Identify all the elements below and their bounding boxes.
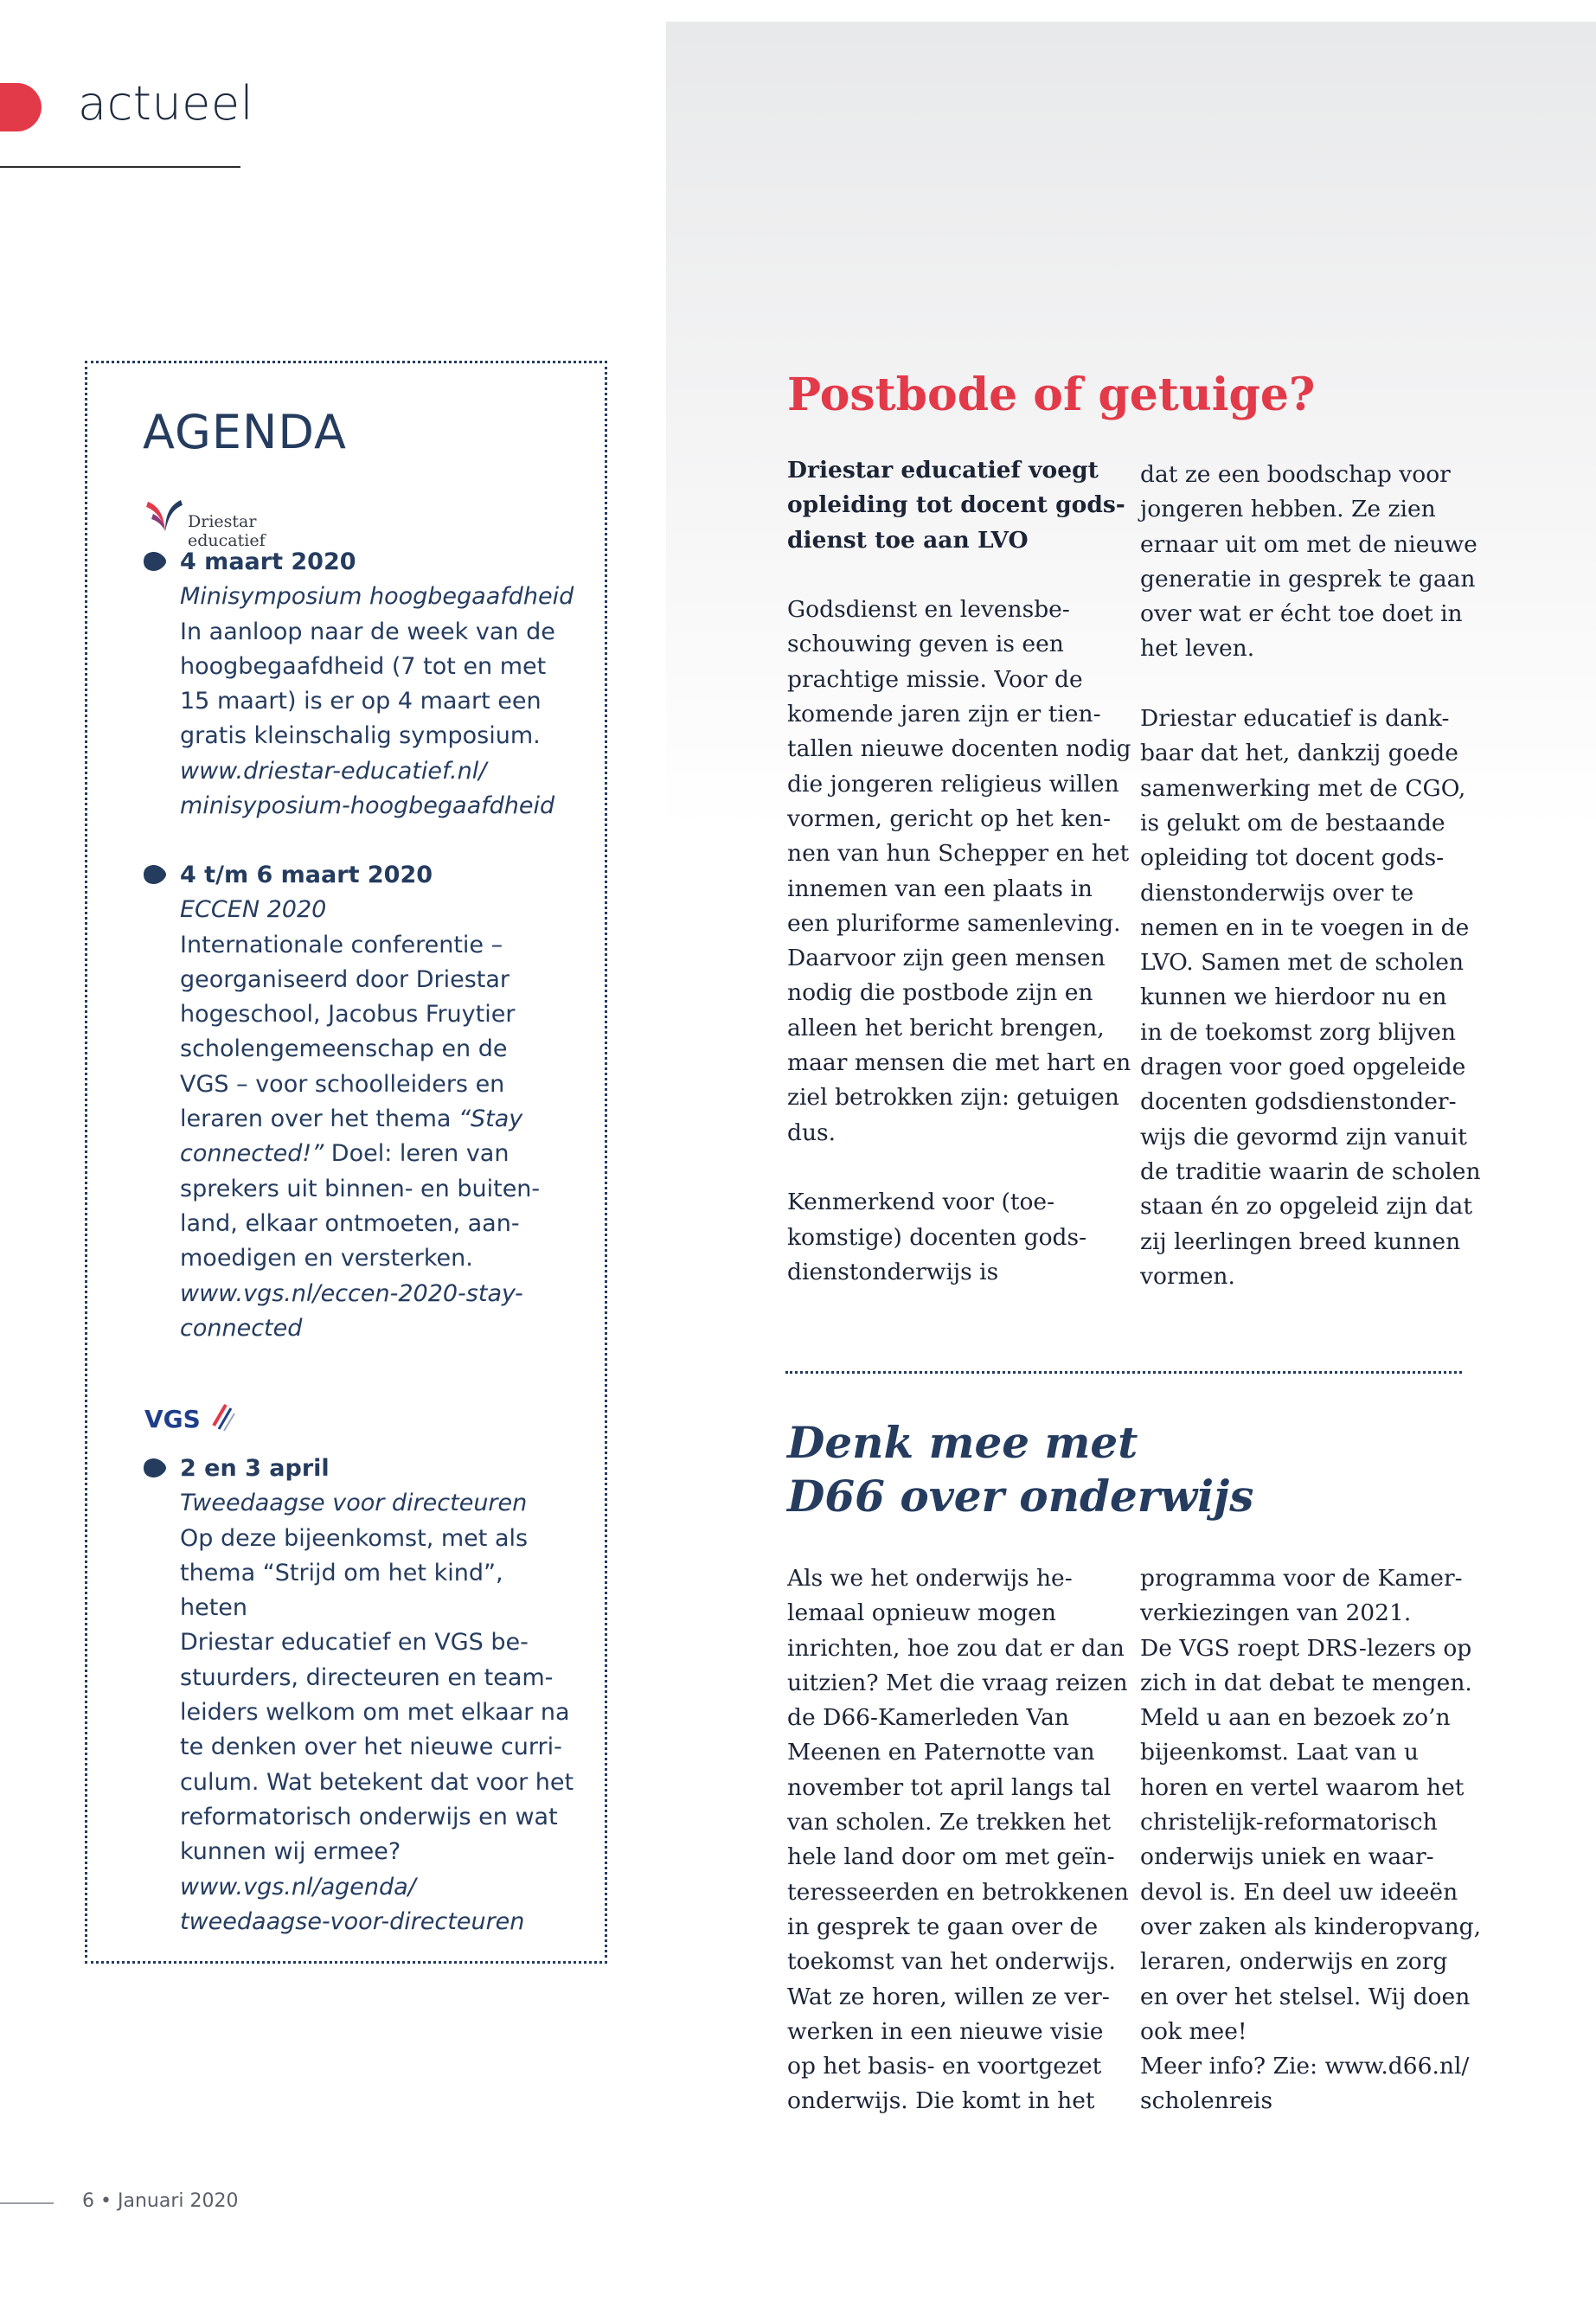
article-text-line: christelijk-reformatorisch bbox=[1140, 1809, 1438, 1836]
article-text-line: Meer info? Zie: www.d66.nl/ bbox=[1140, 2053, 1470, 2080]
event-theme-post: Doel: leren van bbox=[324, 1140, 510, 1168]
article1-column-right bbox=[1140, 458, 1503, 1294]
event-text-line: Op deze bijeenkomst, met als bbox=[180, 1524, 529, 1552]
article-text-line: toekomst van het onderwijs. bbox=[787, 1948, 1116, 1976]
section-title: actueel bbox=[78, 76, 254, 131]
article-text-line: schouwing geven is een bbox=[787, 631, 1064, 658]
agenda-event bbox=[145, 858, 578, 1346]
article-lead-line: opleiding tot docent gods- bbox=[787, 491, 1125, 519]
article-text-line: baar dat het, dankzij goede bbox=[1140, 740, 1458, 767]
event-text-line: hoogbegaafdheid (7 tot en met bbox=[180, 652, 547, 680]
article-text-line: de D66-Kamerleden Van bbox=[787, 1704, 1069, 1732]
article-text-line: tallen nieuwe docenten nodig bbox=[787, 735, 1131, 763]
article-divider bbox=[785, 1371, 1462, 1374]
article-text-line: samenwerking met de CGO, bbox=[1140, 774, 1466, 802]
article-text-line: maar mensen die met hart en bbox=[787, 1049, 1131, 1077]
event-text-line: georganiseerd door Driestar bbox=[180, 965, 510, 993]
article-text-line: en over het stelsel. Wij doen bbox=[1140, 1983, 1471, 2010]
article1-column-left bbox=[787, 453, 1133, 1290]
article-text-line: dienstonderwijs is bbox=[787, 1258, 999, 1285]
article-text-line: over wat er écht toe doet in bbox=[1140, 600, 1463, 628]
article-text-line: zich in dat debat te mengen. bbox=[1140, 1669, 1472, 1696]
article-text-line: vormen. bbox=[1140, 1262, 1235, 1290]
event-text-line: land, elkaar ontmoeten, aan- bbox=[180, 1209, 520, 1237]
article-text-line: dus. bbox=[787, 1118, 836, 1146]
footer-separator: • bbox=[100, 2190, 112, 2212]
event-theme-quote: connected!” bbox=[180, 1140, 324, 1168]
event-text-line: scholengemeenschap en de bbox=[180, 1035, 508, 1063]
section-marker-icon bbox=[0, 83, 42, 131]
article-text-line: van scholen. Ze trekken het bbox=[787, 1809, 1112, 1836]
event-text-line: leiders welkom om met elkaar na bbox=[180, 1699, 570, 1727]
article-text-line: programma voor de Kamer- bbox=[1140, 1565, 1463, 1592]
article-lead-line: Driestar educatief voegt bbox=[787, 457, 1099, 484]
article-text-line: prachtige missie. Voor de bbox=[787, 665, 1083, 693]
article-text-line: Wat ze horen, willen ze ver- bbox=[787, 1983, 1110, 2010]
event-text-line: culum. Wat betekent dat voor het bbox=[180, 1768, 574, 1796]
event-text-line: hogeschool, Jacobus Fruytier bbox=[180, 1001, 516, 1029]
event-text-line: VGS – voor schoolleiders en bbox=[180, 1070, 505, 1098]
article-text-line: ook mee! bbox=[1140, 2017, 1247, 2045]
article-text-line: werken in een nieuwe visie bbox=[787, 2017, 1104, 2045]
article-lead-line: dienst toe aan LVO bbox=[787, 526, 1029, 554]
article-title-line: D66 over onderwijs bbox=[787, 1471, 1254, 1522]
article-text-line: LVO. Samen met de scholen bbox=[1140, 949, 1465, 977]
vgs-logo bbox=[144, 1398, 240, 1441]
article-text-line: teresseerden en betrokkenen bbox=[787, 1878, 1129, 1906]
article-text-line: die jongeren religieus willen bbox=[787, 770, 1119, 798]
driestar-mark-icon bbox=[144, 497, 184, 536]
article-text-line: dienstonderwijs over te bbox=[1140, 879, 1414, 907]
event-link[interactable]: www.vgs.nl/agenda/ bbox=[180, 1873, 416, 1900]
article-text-line: november tot april langs tal bbox=[787, 1773, 1112, 1801]
article-text-line: ernaar uit om met de nieuwe bbox=[1140, 530, 1477, 558]
article-text-line: ziel betrokken zijn: getuigen bbox=[787, 1084, 1119, 1112]
event-theme-quote: “Stay bbox=[458, 1106, 523, 1133]
event-link[interactable]: www.driestar-educatief.nl/ bbox=[180, 757, 487, 785]
article-text-line: Kenmerkend voor (toe- bbox=[787, 1189, 1055, 1216]
agenda-event bbox=[145, 1452, 578, 1939]
article-text-line: nen van hun Schepper en het bbox=[787, 840, 1130, 868]
event-text-line: stuurders, directeuren en team- bbox=[180, 1663, 554, 1691]
issue-date: Januari 2020 bbox=[117, 2190, 239, 2212]
article-title: Postbode of getuige? bbox=[787, 369, 1316, 421]
article-text-line: Meenen en Paternotte van bbox=[787, 1739, 1095, 1766]
bullet-icon bbox=[144, 1458, 166, 1477]
article-text-line: nemen en in te voegen in de bbox=[1140, 913, 1470, 941]
article-text-line: jongeren hebben. Ze zien bbox=[1140, 496, 1436, 523]
driestar-logo-text: Driestar educatief bbox=[188, 512, 266, 550]
article-text-line: nodig die postbode zijn en bbox=[787, 979, 1093, 1007]
article-text-line: in gesprek te gaan over de bbox=[787, 1913, 1099, 1940]
event-date: 4 t/m 6 maart 2020 bbox=[180, 862, 433, 888]
event-text-line: In aanloop naar de week van de bbox=[180, 618, 555, 645]
footer-rule bbox=[0, 2202, 54, 2204]
agenda-title: AGENDA bbox=[143, 405, 347, 459]
event-link[interactable]: connected bbox=[180, 1314, 303, 1342]
page-number: 6 bbox=[82, 2190, 94, 2212]
article-text-line: Daarvoor zijn geen mensen bbox=[787, 945, 1106, 972]
article-text-line: de traditie waarin de scholen bbox=[1140, 1157, 1481, 1185]
event-theme-pre: leraren over het thema bbox=[180, 1106, 458, 1133]
event-text-line: 15 maart) is er op 4 maart een bbox=[180, 688, 542, 715]
event-date: 4 maart 2020 bbox=[180, 548, 356, 575]
article-text-line: Driestar educatief is dank- bbox=[1140, 705, 1450, 733]
article-text-line: scholenreis bbox=[1140, 2087, 1273, 2115]
article-text-line: verkiezingen van 2021. bbox=[1140, 1599, 1412, 1627]
article-text-line: docenten godsdienstonder- bbox=[1140, 1088, 1457, 1116]
event-text-line: Internationale conferentie – bbox=[180, 931, 503, 958]
article-text-line: De VGS roept DRS-lezers op bbox=[1140, 1634, 1472, 1662]
article-text-line: dragen voor goed opgeleide bbox=[1140, 1054, 1466, 1081]
article-text-line: lemaal opnieuw mogen bbox=[787, 1599, 1056, 1627]
section-divider bbox=[0, 166, 240, 168]
article-text-line: generatie in gesprek te gaan bbox=[1140, 565, 1476, 593]
article-text-line: is gelukt om de bestaande bbox=[1140, 809, 1445, 836]
article-text-line: onderwijs. Die komt in het bbox=[787, 2087, 1095, 2115]
event-text-line: sprekers uit binnen- en buiten- bbox=[180, 1175, 541, 1202]
vgs-logo-text: VGS bbox=[144, 1405, 201, 1433]
event-link[interactable]: minisyposium-hoogbegaafdheid bbox=[180, 792, 555, 820]
article-text-line: vormen, gericht op het ken- bbox=[787, 804, 1112, 832]
event-text-line: kunnen wij ermee? bbox=[180, 1838, 401, 1866]
article-text-line: het leven. bbox=[1140, 635, 1255, 663]
article-text-line: horen en vertel waarom het bbox=[1140, 1773, 1465, 1801]
event-title: ECCEN 2020 bbox=[180, 896, 327, 924]
event-text-line: moedigen en versterken. bbox=[180, 1245, 473, 1272]
bullet-icon bbox=[144, 865, 166, 884]
event-text-line: te denken over het nieuwe curri- bbox=[180, 1734, 562, 1761]
event-text-line: gratis kleinschalig symposium. bbox=[180, 722, 541, 750]
article-text-line: over zaken als kinderopvang, bbox=[1140, 1913, 1482, 1940]
article-title-line: Denk mee met bbox=[787, 1417, 1138, 1468]
event-title: Tweedaagse voor directeuren bbox=[180, 1490, 528, 1517]
event-link[interactable]: www.vgs.nl/eccen-2020-stay- bbox=[180, 1279, 523, 1307]
article-text-line: een pluriforme samenleving. bbox=[787, 909, 1121, 937]
driestar-logo bbox=[144, 497, 335, 550]
article-text-line: leraren, onderwijs en zorg bbox=[1140, 1948, 1448, 1976]
event-link[interactable]: tweedaagse-voor-directeuren bbox=[180, 1907, 525, 1935]
article-text-line: innemen van een plaats in bbox=[787, 875, 1093, 902]
event-text-line: reformatorisch onderwijs en wat bbox=[180, 1803, 558, 1830]
article-text-line: in de toekomst zorg blijven bbox=[1140, 1018, 1456, 1046]
event-date: 2 en 3 april bbox=[180, 1455, 330, 1482]
event-text-line: Driestar educatief en VGS be- bbox=[180, 1629, 529, 1657]
article-text-line: Meld u aan en bezoek zo’n bbox=[1140, 1704, 1451, 1732]
vgs-mark-icon bbox=[210, 1400, 236, 1434]
article-text-line: bijeenkomst. Laat van u bbox=[1140, 1739, 1419, 1766]
article-text-line: kunnen we hierdoor nu en bbox=[1140, 984, 1447, 1011]
article-text-line: devol is. En deel uw ideeën bbox=[1140, 1878, 1458, 1906]
agenda-event bbox=[145, 545, 578, 824]
article-text-line: komstige) docenten gods- bbox=[787, 1223, 1087, 1251]
article-text-line: Godsdienst en levensbe- bbox=[787, 596, 1070, 624]
article-text-line: wijs die gevormd zijn vanuit bbox=[1140, 1123, 1467, 1150]
article-text-line: komende jaren zijn er tien- bbox=[787, 701, 1101, 728]
article-text-line: uitzien? Met die vraag reizen bbox=[787, 1669, 1128, 1696]
event-title: Minisymposium hoogbegaafdheid bbox=[180, 583, 574, 611]
event-text-line bbox=[180, 1102, 578, 1137]
article-title bbox=[787, 1416, 1479, 1523]
article-text-line: op het basis- en voortgezet bbox=[787, 2053, 1102, 2080]
article-text-line: staan én zo opgeleid zijn dat bbox=[1140, 1193, 1472, 1221]
article-text-line: inrichten, hoe zou dat er dan bbox=[787, 1634, 1125, 1662]
event-text-line: thema “Strijd om het kind”, heten bbox=[180, 1559, 503, 1622]
bullet-icon bbox=[144, 552, 166, 571]
footer bbox=[82, 2190, 238, 2212]
article-text-line: alleen het bericht brengen, bbox=[787, 1014, 1105, 1042]
article-text-line: zij leerlingen breed kunnen bbox=[1140, 1227, 1461, 1255]
article2-column-left bbox=[787, 1561, 1133, 2119]
article2-column-right bbox=[1140, 1561, 1503, 2119]
article-text-line: hele land door om met geïn- bbox=[787, 1843, 1115, 1871]
article-text-line: onderwijs uniek en waar- bbox=[1140, 1843, 1434, 1871]
event-text-line bbox=[180, 1137, 578, 1171]
article-text-line: opleiding tot docent gods- bbox=[1140, 844, 1445, 872]
article-text-line: Als we het onderwijs he- bbox=[787, 1565, 1073, 1592]
article-text-line: dat ze een boodschap voor bbox=[1140, 461, 1451, 488]
